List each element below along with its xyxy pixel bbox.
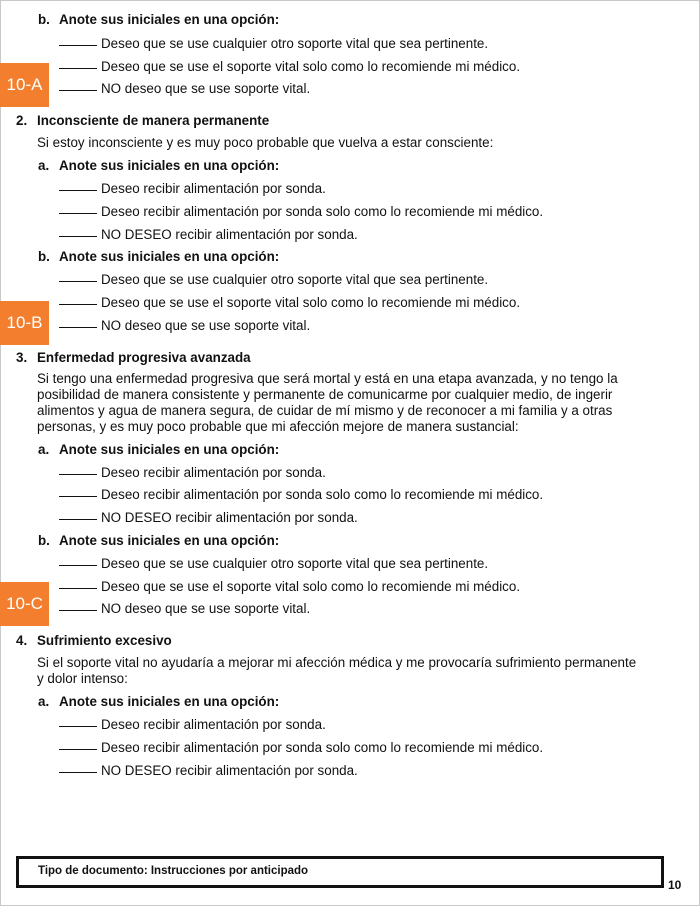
- initials-blank[interactable]: [59, 327, 97, 328]
- section-title: Enfermedad progresiva avanzada: [37, 350, 251, 365]
- initials-blank[interactable]: [59, 68, 97, 69]
- option-row[interactable]: Deseo recibir alimentación por sonda solo como lo recomiende mi médico.: [59, 739, 543, 756]
- option-row[interactable]: Deseo que se use el soporte vital solo como lo recomiende mi médico.: [59, 58, 520, 75]
- initials-blank[interactable]: [59, 496, 97, 497]
- initials-blank[interactable]: [59, 519, 97, 520]
- sub-label: b.: [38, 249, 50, 264]
- section-number: 3.: [16, 350, 28, 365]
- initials-blank[interactable]: [59, 190, 97, 191]
- option-row[interactable]: NO DESEO recibir alimentación por sonda.: [59, 762, 358, 779]
- option-row[interactable]: Deseo recibir alimentación por sonda solo como lo recomiende mi médico.: [59, 486, 543, 503]
- initials-blank[interactable]: [59, 90, 97, 91]
- section-description: Si el soporte vital no ayudaría a mejorar mi afección médica y me provocaría sufrimiento permanente y dolor intenso:: [37, 655, 637, 686]
- page-number: 10: [668, 878, 682, 892]
- initials-blank[interactable]: [59, 726, 97, 727]
- sub-heading: Anote sus iniciales en una opción:: [59, 442, 280, 457]
- sub-label: a.: [38, 442, 50, 457]
- initials-blank[interactable]: [59, 610, 97, 611]
- option-row[interactable]: Deseo que se use cualquier otro soporte vital que sea pertinente.: [59, 555, 488, 572]
- option-row[interactable]: Deseo recibir alimentación por sonda.: [59, 180, 326, 197]
- option-row[interactable]: NO deseo que se use soporte vital.: [59, 80, 310, 97]
- option-row[interactable]: Deseo recibir alimentación por sonda.: [59, 716, 326, 733]
- option-row[interactable]: Deseo recibir alimentación por sonda solo como lo recomiende mi médico.: [59, 203, 543, 220]
- initials-blank[interactable]: [59, 281, 97, 282]
- section-tag-10a: 10-A: [0, 63, 49, 107]
- sub-label: b.: [38, 533, 50, 548]
- option-row[interactable]: Deseo que se use el soporte vital solo como lo recomiende mi médico.: [59, 294, 520, 311]
- document-type-box: [16, 856, 664, 888]
- option-row[interactable]: Deseo recibir alimentación por sonda.: [59, 464, 326, 481]
- section-number: 2.: [16, 113, 28, 128]
- section-tag-10c: 10-C: [0, 582, 49, 626]
- section-description: Si estoy inconsciente y es muy poco probable que vuelva a estar consciente:: [37, 135, 494, 150]
- option-row[interactable]: NO DESEO recibir alimentación por sonda.: [59, 509, 358, 526]
- option-row[interactable]: NO deseo que se use soporte vital.: [59, 317, 310, 334]
- sub-label: a.: [38, 694, 50, 709]
- initials-blank[interactable]: [59, 772, 97, 773]
- option-row[interactable]: NO DESEO recibir alimentación por sonda.: [59, 226, 358, 243]
- initials-blank[interactable]: [59, 565, 97, 566]
- sub-label: b.: [38, 12, 50, 27]
- sub-heading: Anote sus iniciales en una opción:: [59, 12, 280, 27]
- option-row[interactable]: Deseo que se use cualquier otro soporte vital que sea pertinente.: [59, 35, 488, 52]
- sub-heading: Anote sus iniciales en una opción:: [59, 249, 280, 264]
- initials-blank[interactable]: [59, 45, 97, 46]
- section-title: Sufrimiento excesivo: [37, 633, 172, 648]
- section-description: Si tengo una enfermedad progresiva que será mortal y está en una etapa avanzada, y no tengo la posibilidad de manera consistente y permanente de comunicarme por cualquier medio, de ingerir alimentos y agua de manera segura, de cuidar de mí mismo y de reconocer a mi familia y a otras personas, y es muy poco probable que mi afección mejore de manera sustancial:: [37, 371, 618, 434]
- sub-label: a.: [38, 158, 50, 173]
- sub-heading: Anote sus iniciales en una opción:: [59, 533, 280, 548]
- initials-blank[interactable]: [59, 304, 97, 305]
- initials-blank[interactable]: [59, 213, 97, 214]
- option-row[interactable]: Deseo que se use cualquier otro soporte vital que sea pertinente.: [59, 271, 488, 288]
- section-title: Inconsciente de manera permanente: [37, 113, 270, 128]
- initials-blank[interactable]: [59, 236, 97, 237]
- initials-blank[interactable]: [59, 474, 97, 475]
- section-tag-10b: 10-B: [0, 301, 49, 345]
- initials-blank[interactable]: [59, 588, 97, 589]
- option-row[interactable]: NO deseo que se use soporte vital.: [59, 600, 310, 617]
- initials-blank[interactable]: [59, 749, 97, 750]
- sub-heading: Anote sus iniciales en una opción:: [59, 694, 280, 709]
- option-row[interactable]: Deseo que se use el soporte vital solo como lo recomiende mi médico.: [59, 578, 520, 595]
- document-type-label: Tipo de documento: Instrucciones por anticipado: [38, 865, 309, 877]
- sub-heading: Anote sus iniciales en una opción:: [59, 158, 280, 173]
- section-number: 4.: [16, 633, 28, 648]
